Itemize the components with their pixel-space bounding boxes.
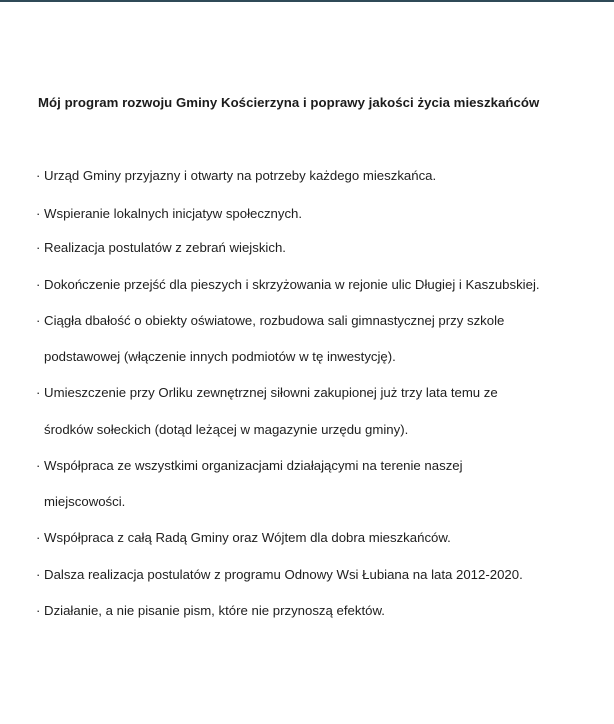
list-item: · Umieszczenie przy Orliku zewnętrznej siłowni zakupionej już trzy lata temu ze bbox=[36, 385, 498, 400]
list-item: · Realizacja postulatów z zebrań wiejskich. bbox=[36, 240, 286, 255]
document-title: Mój program rozwoju Gminy Kościerzyna i poprawy jakości życia mieszkańców bbox=[38, 95, 540, 110]
list-item: · Dalsza realizacja postulatów z programu Odnowy Wsi Łubiana na lata 2012-2020. bbox=[36, 567, 523, 582]
list-item: · Wspieranie lokalnych inicjatyw społecznych. bbox=[36, 206, 303, 221]
list-item: · Współpraca ze wszystkimi organizacjami działającymi na terenie naszej bbox=[36, 458, 463, 473]
list-item-continuation: środków sołeckich (dotąd leżącej w magazynie urzędu gminy). bbox=[44, 422, 409, 437]
list-item: · Dokończenie przejść dla pieszych i skrzyżowania w rejonie ulic Długiej i Kaszubskiej. bbox=[36, 277, 540, 292]
list-item: · Działanie, a nie pisanie pism, które nie przynoszą efektów. bbox=[36, 603, 385, 618]
list-item-continuation: podstawowej (włączenie innych podmiotów w tę inwestycję). bbox=[44, 349, 396, 364]
list-item: · Urząd Gminy przyjazny i otwarty na potrzeby każdego mieszkańca. bbox=[36, 168, 437, 183]
list-item: · Współpraca z całą Radą Gminy oraz Wójtem dla dobra mieszkańców. bbox=[36, 530, 451, 545]
list-item-continuation: miejscowości. bbox=[44, 494, 126, 509]
list-item: · Ciągła dbałość o obiekty oświatowe, rozbudowa sali gimnastycznej przy szkole bbox=[36, 313, 505, 328]
